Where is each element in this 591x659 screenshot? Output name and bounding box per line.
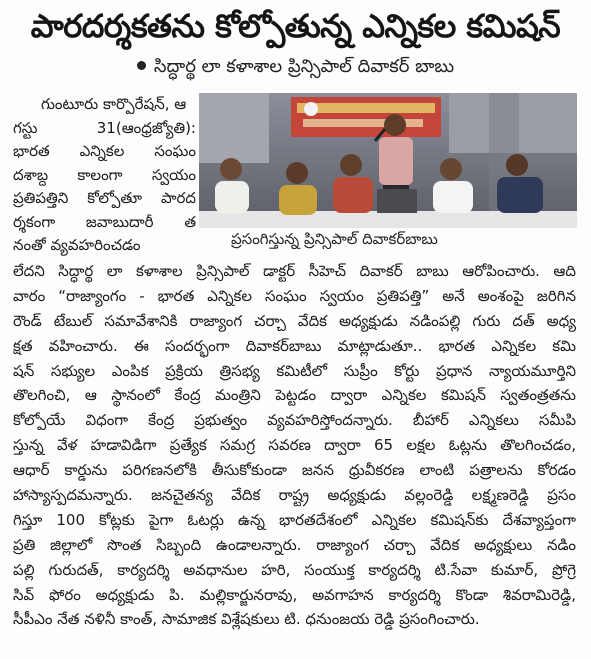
body-line: తొలగించి, ఆ స్థానంలో కేంద్ర మంత్రిని పెట్టడం ద్వారా ఎన్నికల కమిషన్ స్వతంత్రతను bbox=[13, 386, 576, 405]
bullet-icon bbox=[137, 61, 146, 70]
body-line: సివ్ ఫోరం అధ్యక్షుడు పి. మల్లికార్జునరావు, అవగాహన కార్యదర్శి కొండా శివరామిరెడ్డి, bbox=[13, 585, 576, 604]
body-line: సీపీఎం నేత నళినీ కాంత్, సామాజిక విశ్లేషకులు టి. ధనుంజయ రెడ్డి ప్రసంగించారు. bbox=[13, 610, 480, 629]
intro-line: ర్శకంగా జవాబుదారీ త bbox=[13, 212, 196, 231]
photo-caption: ప్రసంగిస్తున్న ప్రిన్సిపాల్ దివాకర్‌బాబు bbox=[199, 228, 577, 250]
intro-line: గస్టు 31(ఆంధ్రజ్యోతి): bbox=[13, 118, 196, 137]
intro-line: భారత ఎన్నికల సంఘం bbox=[13, 142, 196, 160]
intro-column bbox=[13, 93, 196, 258]
body-line: రౌండ్ టేబుల్ సమావేశానికి రాజ్యాంగ చర్చా వేదిక అధ్యక్షుడు నడింపల్లి గురు దత్ అధ్య bbox=[13, 311, 576, 330]
subheadline bbox=[0, 55, 591, 79]
body-line: వారం “రాజ్యాంగం - భారత ఎన్నికల సంఘం స్వయం ప్రతిపత్తి” అనే అంశంపై జరిగిన bbox=[13, 286, 576, 305]
intro-line: దశాబ్ద కాలంగా స్వయం bbox=[13, 165, 196, 184]
intro-line: నంతో వ్యవహరించడం bbox=[13, 236, 141, 254]
body-line: గిస్తూ 100 కోట్లకు పైగా ఓటర్లు ఉన్న భారతదేశంలో ఎన్నికల కమిషన్‌కు దేశవ్యాప్తంగా bbox=[13, 510, 576, 529]
event-photo-illustration bbox=[199, 93, 577, 228]
body-line: ప్రతి జిల్లాలో సొంత సిబ్బంది ఉండాలన్నారు. రాజ్యాంగ చర్చా వేదిక అధ్యక్షులు నడిం bbox=[13, 535, 576, 554]
body-line: పల్లి గురుదత్, కార్యదర్శి అవధానుల హరి, సంయుక్త కార్యదర్శి టి.సేవా కుమార్, ప్రోగ్రె bbox=[13, 560, 576, 579]
headline: పారదర్శకతను కోల్పోతున్న ఎన్నికల కమిషన్ bbox=[30, 7, 561, 45]
event-photo bbox=[199, 93, 577, 228]
intro-line: ప్రతిపత్తిని కోల్పోతూ పారద bbox=[13, 189, 196, 207]
body-line: క్షత వహించారు. ఈ సందర్భంగా దివాకర్‌బాబు మాట్లాడుతూ.. భారత ఎన్నికల కమి bbox=[13, 336, 576, 355]
body-line: లేదని సిద్ధార్థ లా కళాశాల ప్రిన్సిపాల్ డాక్టర్ సీహెచ్ దివాకర్ బాబు ఆరోపించారు. ఆది bbox=[13, 262, 576, 280]
body-line: కోల్పోయే విధంగా కేంద్ర ప్రభుత్వం వ్యవహరిస్తోందన్నారు. బీహార్ ఎన్నికలు సమీపి bbox=[13, 411, 576, 430]
body-line: ఆధార్ కార్డును పరిగణనలోకి తీసుకోకుండా జనన ధ్రువీకరణ లాంటి పత్రాలను కోరడం bbox=[13, 461, 576, 480]
article-body bbox=[13, 259, 576, 632]
subheadline-text: సిద్ధార్థ లా కళాశాల ప్రిన్సిపాల్ దివాకర్ బాబు bbox=[153, 56, 455, 77]
body-line: హాస్యాస్పదమన్నారు. జనచైతన్య వేదిక రాష్ట్ర అధ్యక్షుడు వల్లంరెడ్డి లక్ష్మణరెడ్డి ప్రసం bbox=[13, 486, 576, 505]
body-line: స్తున్న వేళ హడావిడిగా ప్రత్యేక సమగ్ర సవరణ ద్వారా 65 లక్షల ఓట్లను తొలగించడం, bbox=[13, 436, 576, 455]
body-line: షన్ సభ్యుల ఎంపిక ప్రక్రియ త్రిసభ్య కమిటీలో సుప్రీం కోర్టు ప్రధాన న్యాయమూర్తిని bbox=[13, 361, 576, 380]
intro-line: గుంటూరు కార్పొరేషన్, ఆ bbox=[41, 95, 187, 113]
